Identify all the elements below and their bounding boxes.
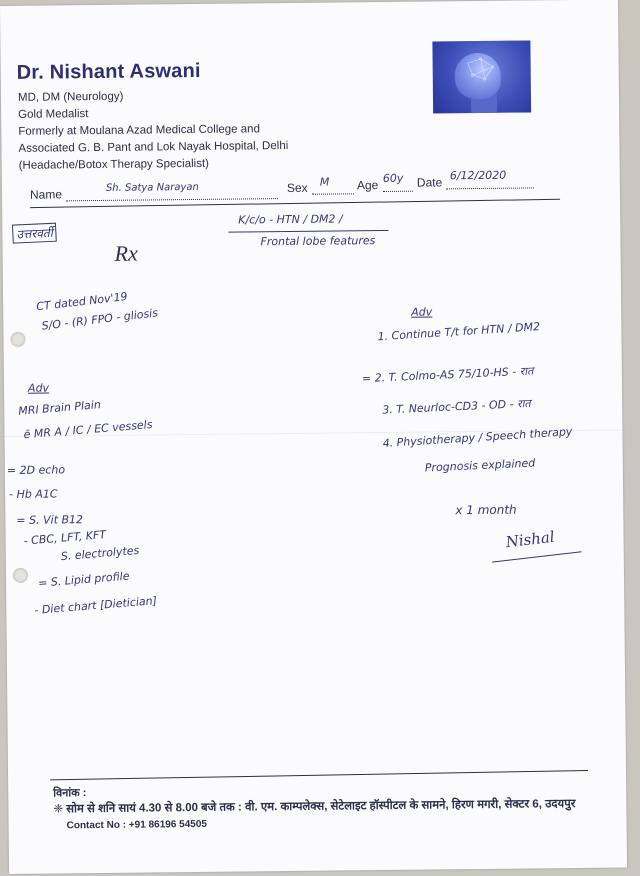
timing-title: विनांक : xyxy=(53,787,87,800)
patient-name: Sh. Satya Narayan xyxy=(105,181,199,194)
followup-stamp: उत्तरवर्ती xyxy=(12,223,57,244)
sex-label: Sex xyxy=(286,180,308,196)
rx-symbol: Rx xyxy=(114,240,138,266)
investigation-item: S. electrolytes xyxy=(60,543,140,564)
medication-item: 4. Physiotherapy / Speech therapy xyxy=(382,425,573,450)
advice-right-heading: Adv xyxy=(411,305,433,319)
investigation-item: - Diet chart [Dietician] xyxy=(33,594,158,617)
investigation-item: MRI Brain Plain xyxy=(17,398,102,418)
sex-dotted-line xyxy=(312,193,354,194)
signature: Nishal xyxy=(504,527,556,552)
credential-line: MD, DM (Neurology) xyxy=(17,90,124,104)
investigation-item: - Hb A1C xyxy=(9,487,58,501)
history-underline xyxy=(228,230,388,233)
name-dotted-line xyxy=(66,198,278,201)
history-line: K/c/o - HTN / DM2 / xyxy=(238,212,343,227)
medication-item: 3. T. Neurloc-CD3 - OD - रात xyxy=(382,396,531,417)
signature-underline xyxy=(492,551,582,562)
medication-item: = 2. T. Colmo-AS 75/10-HS - रात xyxy=(361,364,534,386)
patient-age: 60y xyxy=(382,171,404,186)
brain-head-icon xyxy=(432,40,531,113)
investigation-item: = S. Lipid profile xyxy=(37,569,130,590)
credential-line: Gold Medalist xyxy=(18,108,89,121)
date-dotted-line xyxy=(446,187,534,189)
medication-item: 1. Continue T/t for HTN / DM2 xyxy=(377,320,541,344)
patient-date: 6/12/2020 xyxy=(449,168,507,183)
ct-note: CT dated Nov'19 xyxy=(35,289,129,314)
date-label: Date xyxy=(416,175,443,190)
patient-sex: M xyxy=(319,175,330,189)
footer-divider xyxy=(50,770,588,780)
credential-line: Formerly at Moulana Azad Medical College and xyxy=(18,123,260,138)
punch-hole xyxy=(13,568,28,583)
credential-line: (Headache/Botox Therapy Specialist) xyxy=(18,157,210,172)
age-label: Age xyxy=(356,178,379,193)
investigation-item: ē MR A / IC / EC vessels xyxy=(23,417,153,442)
ct-note: S/O - (R) FPO - gliosis xyxy=(40,306,159,333)
timing-line: ❈ सोम से शनि सायं 4.30 से 8.00 बजे तक : वी. एम. काम्पलेक्स, सेटेलाइट हॉस्पीटल के सामने, हिरण मगरी, सेक्टर 6, उदयपुर xyxy=(53,798,576,816)
medication-item: Prognosis explained xyxy=(424,456,536,475)
investigation-item: = S. Vit B12 xyxy=(16,513,84,527)
doctor-name: Dr. Nishant Aswani xyxy=(16,59,201,84)
investigation-item: - CBC, LFT, KFT xyxy=(23,528,107,548)
investigation-item: = 2D echo xyxy=(6,463,66,477)
age-dotted-line xyxy=(383,191,413,192)
advice-left-heading: Adv xyxy=(27,381,50,395)
duration-note: x 1 month xyxy=(455,502,517,518)
history-line: Frontal lobe features xyxy=(260,234,376,249)
punch-hole xyxy=(10,332,25,347)
name-label: Name xyxy=(29,187,63,202)
credential-line: Associated G. B. Pant and Lok Nayak Hospital, Delhi xyxy=(18,139,289,155)
contact-number: Contact No : +91 86196 54505 xyxy=(66,818,207,832)
